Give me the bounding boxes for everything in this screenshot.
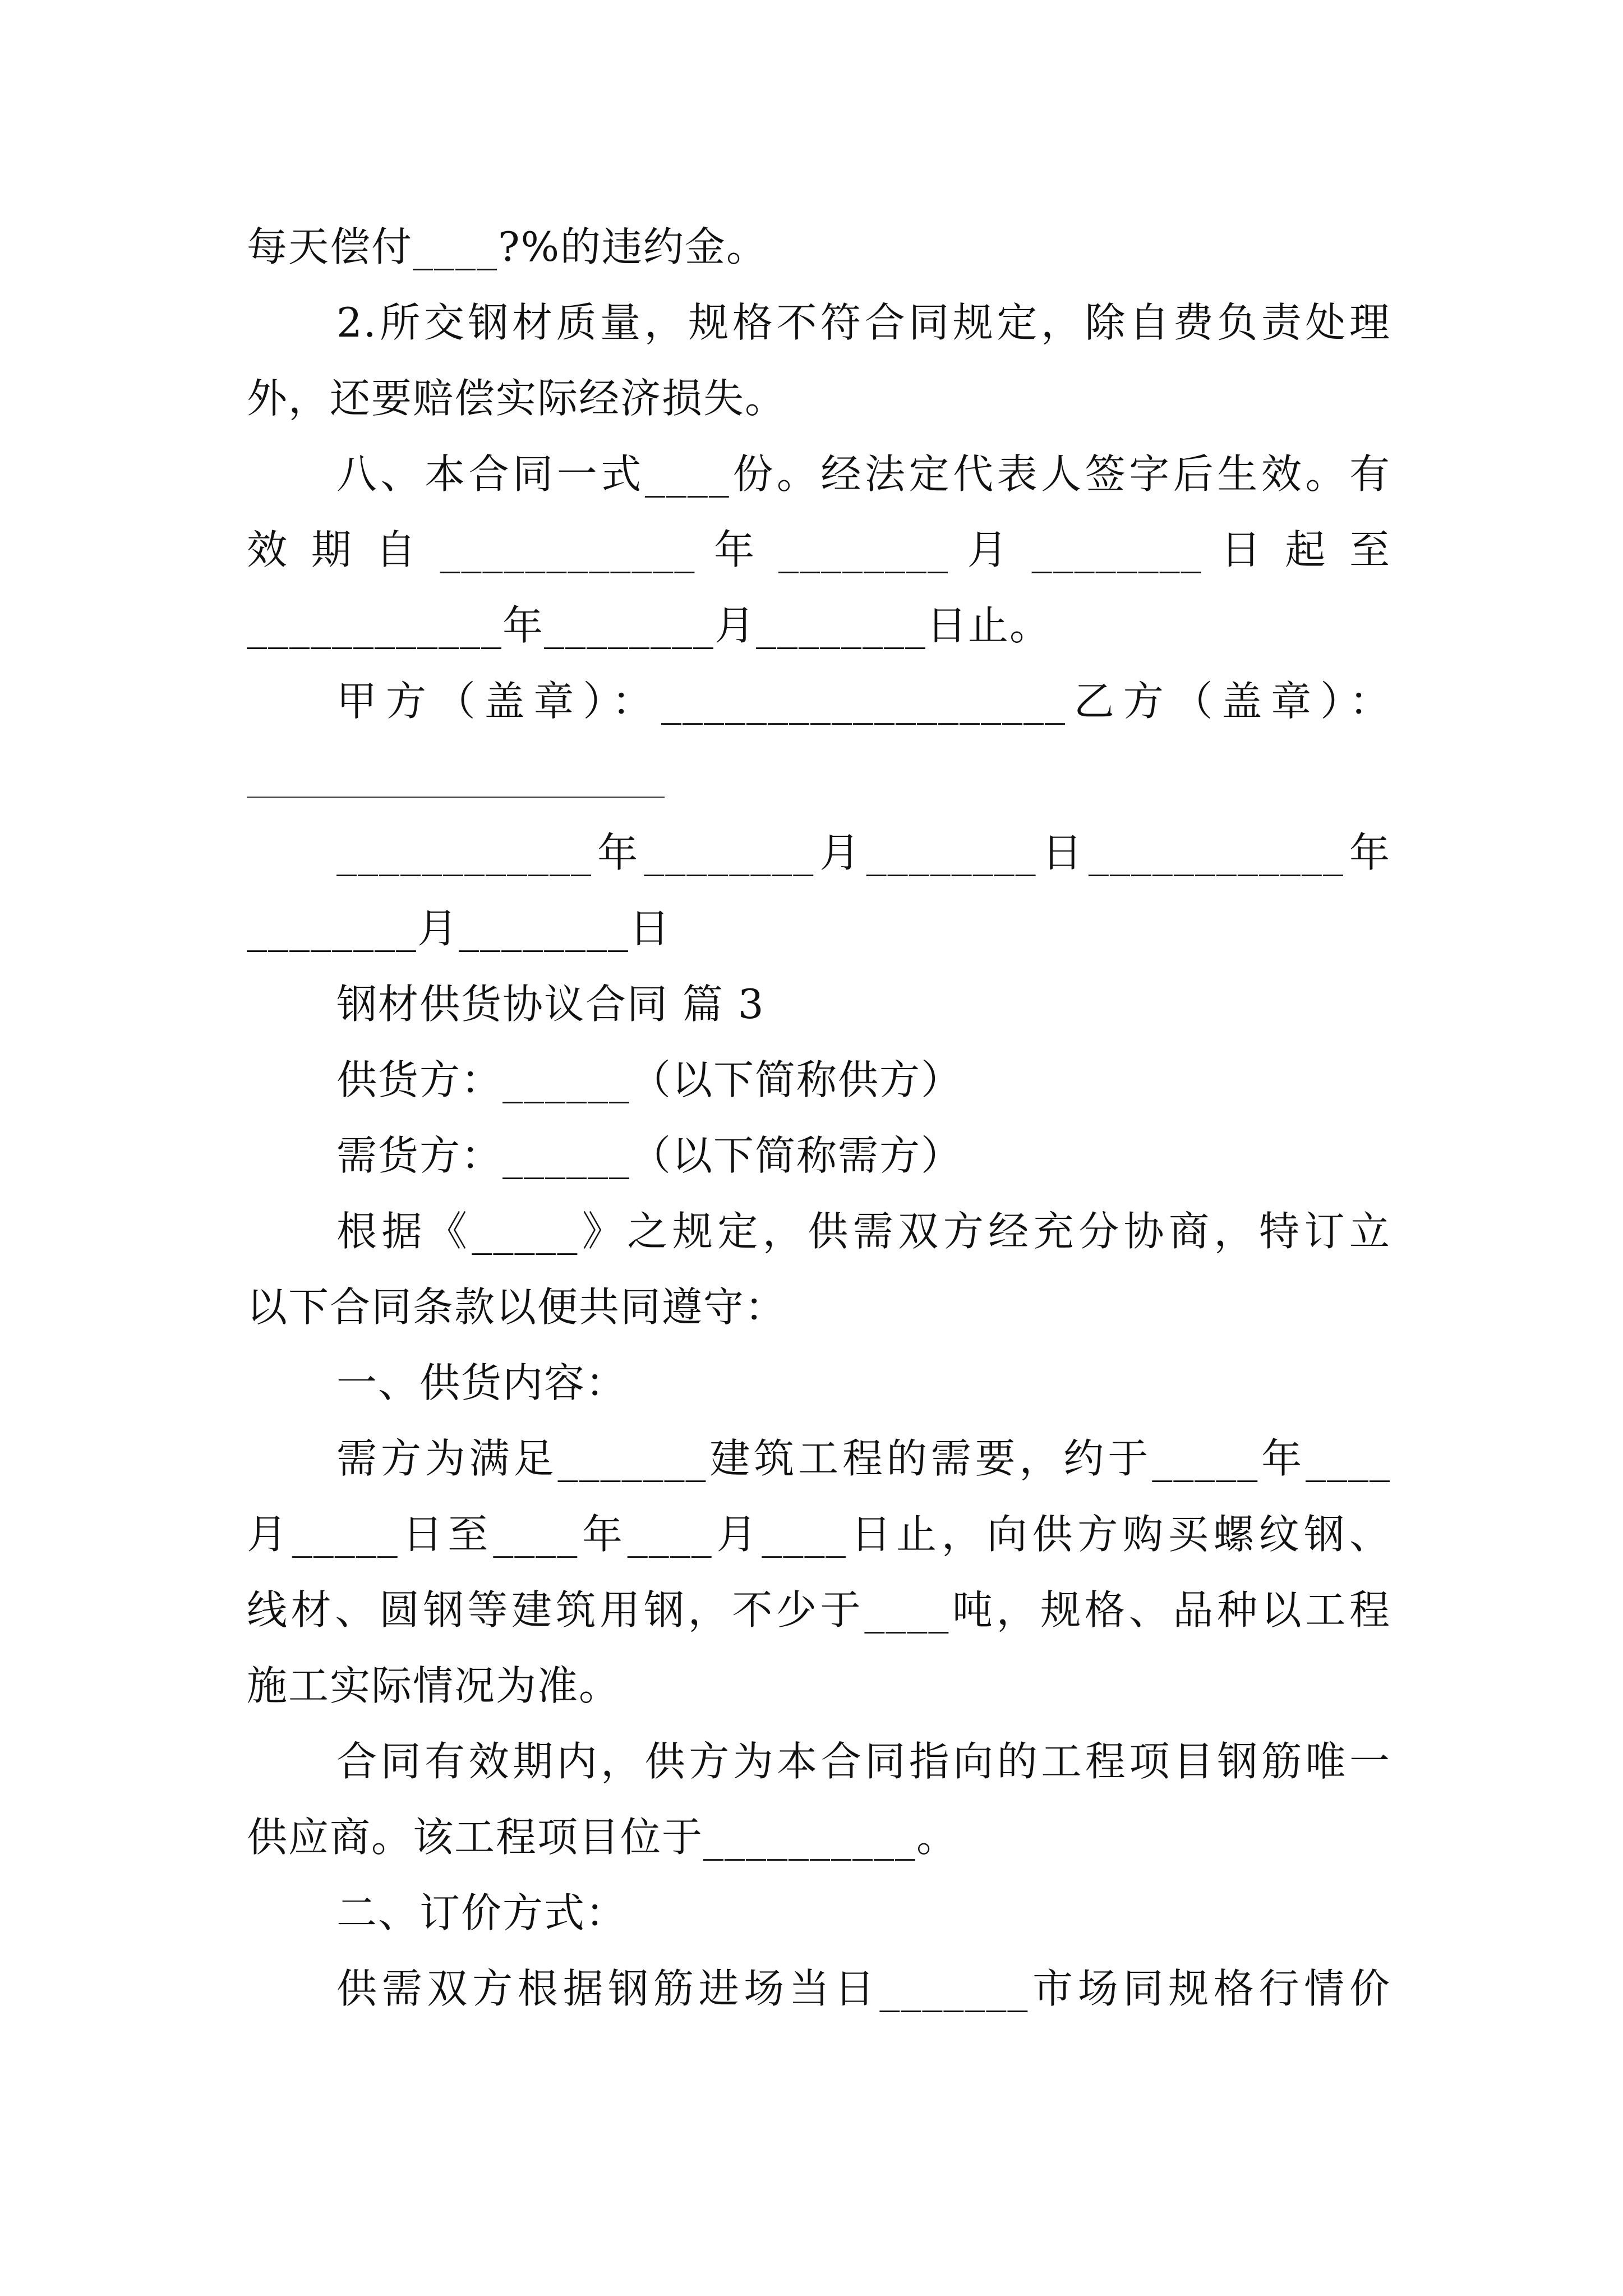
text-line-exclusive-1: 合同有效期内，供方为本合同指向的工程项目钢筋唯一 bbox=[336, 1738, 1391, 1785]
text-line-supply-4: 施工实际情况为准。 bbox=[247, 1662, 621, 1709]
clause-heading-supply: 一、供货内容： bbox=[336, 1359, 628, 1406]
text-line-supplier: 供货方：______（以下简称供方） bbox=[336, 1056, 963, 1103]
text-line-supply-1: 需方为满足_______建筑工程的需要，约于_____年____ bbox=[336, 1435, 1391, 1482]
clause-heading-pricing: 二、订价方式： bbox=[336, 1889, 628, 1936]
text-line-supply-2: 月_____日至____年____月____日止，向供方购买螺纹钢、 bbox=[247, 1511, 1391, 1558]
text-line-basis: 根据《_____》之规定，供需双方经充分协商，特订立 bbox=[336, 1208, 1391, 1255]
text-line-validity-end: ____________年________月________日止。 bbox=[247, 602, 1052, 649]
text-line-exclusive-2: 供应商。该工程项目位于__________。 bbox=[247, 1814, 958, 1861]
text-line-supply-3: 线材、圆钢等建筑用钢，不少于____吨，规格、品种以工程 bbox=[247, 1586, 1391, 1634]
text-line-basis-cont: 以下合同条款以便共同遵守： bbox=[247, 1283, 787, 1331]
text-line-compensation: 外，还要赔偿实际经济损失。 bbox=[247, 375, 787, 422]
signature-underline bbox=[247, 797, 665, 798]
text-line-signatures: 甲方（盖章）：___________________乙方（盖章）： bbox=[336, 678, 1391, 725]
text-line-sign-dates: ____________年________月________日____________年 bbox=[336, 829, 1391, 876]
text-line-buyer: 需货方：______（以下简称需方） bbox=[336, 1132, 963, 1179]
text-line-pricing-1: 供需双方根据钢筋进场当日_______市场同规格行情价 bbox=[336, 1965, 1391, 2012]
text-line-quality-clause: 2.所交钢材质量，规格不符合同规定，除自费负责处理 bbox=[336, 299, 1391, 346]
text-line-validity-start: 效 期 自 ____________ 年 ________ 月 ________ 日 起 至 bbox=[247, 526, 1391, 573]
text-line-penalty: 每天偿付____?%的违约金。 bbox=[247, 223, 768, 270]
text-line-sign-dates-cont: ________月________日 bbox=[247, 905, 671, 952]
section-heading: 钢材供货协议合同 篇 3 bbox=[336, 981, 765, 1028]
text-line-copies: 八、本合同一式____份。经法定代表人签字后生效。有 bbox=[336, 450, 1391, 498]
